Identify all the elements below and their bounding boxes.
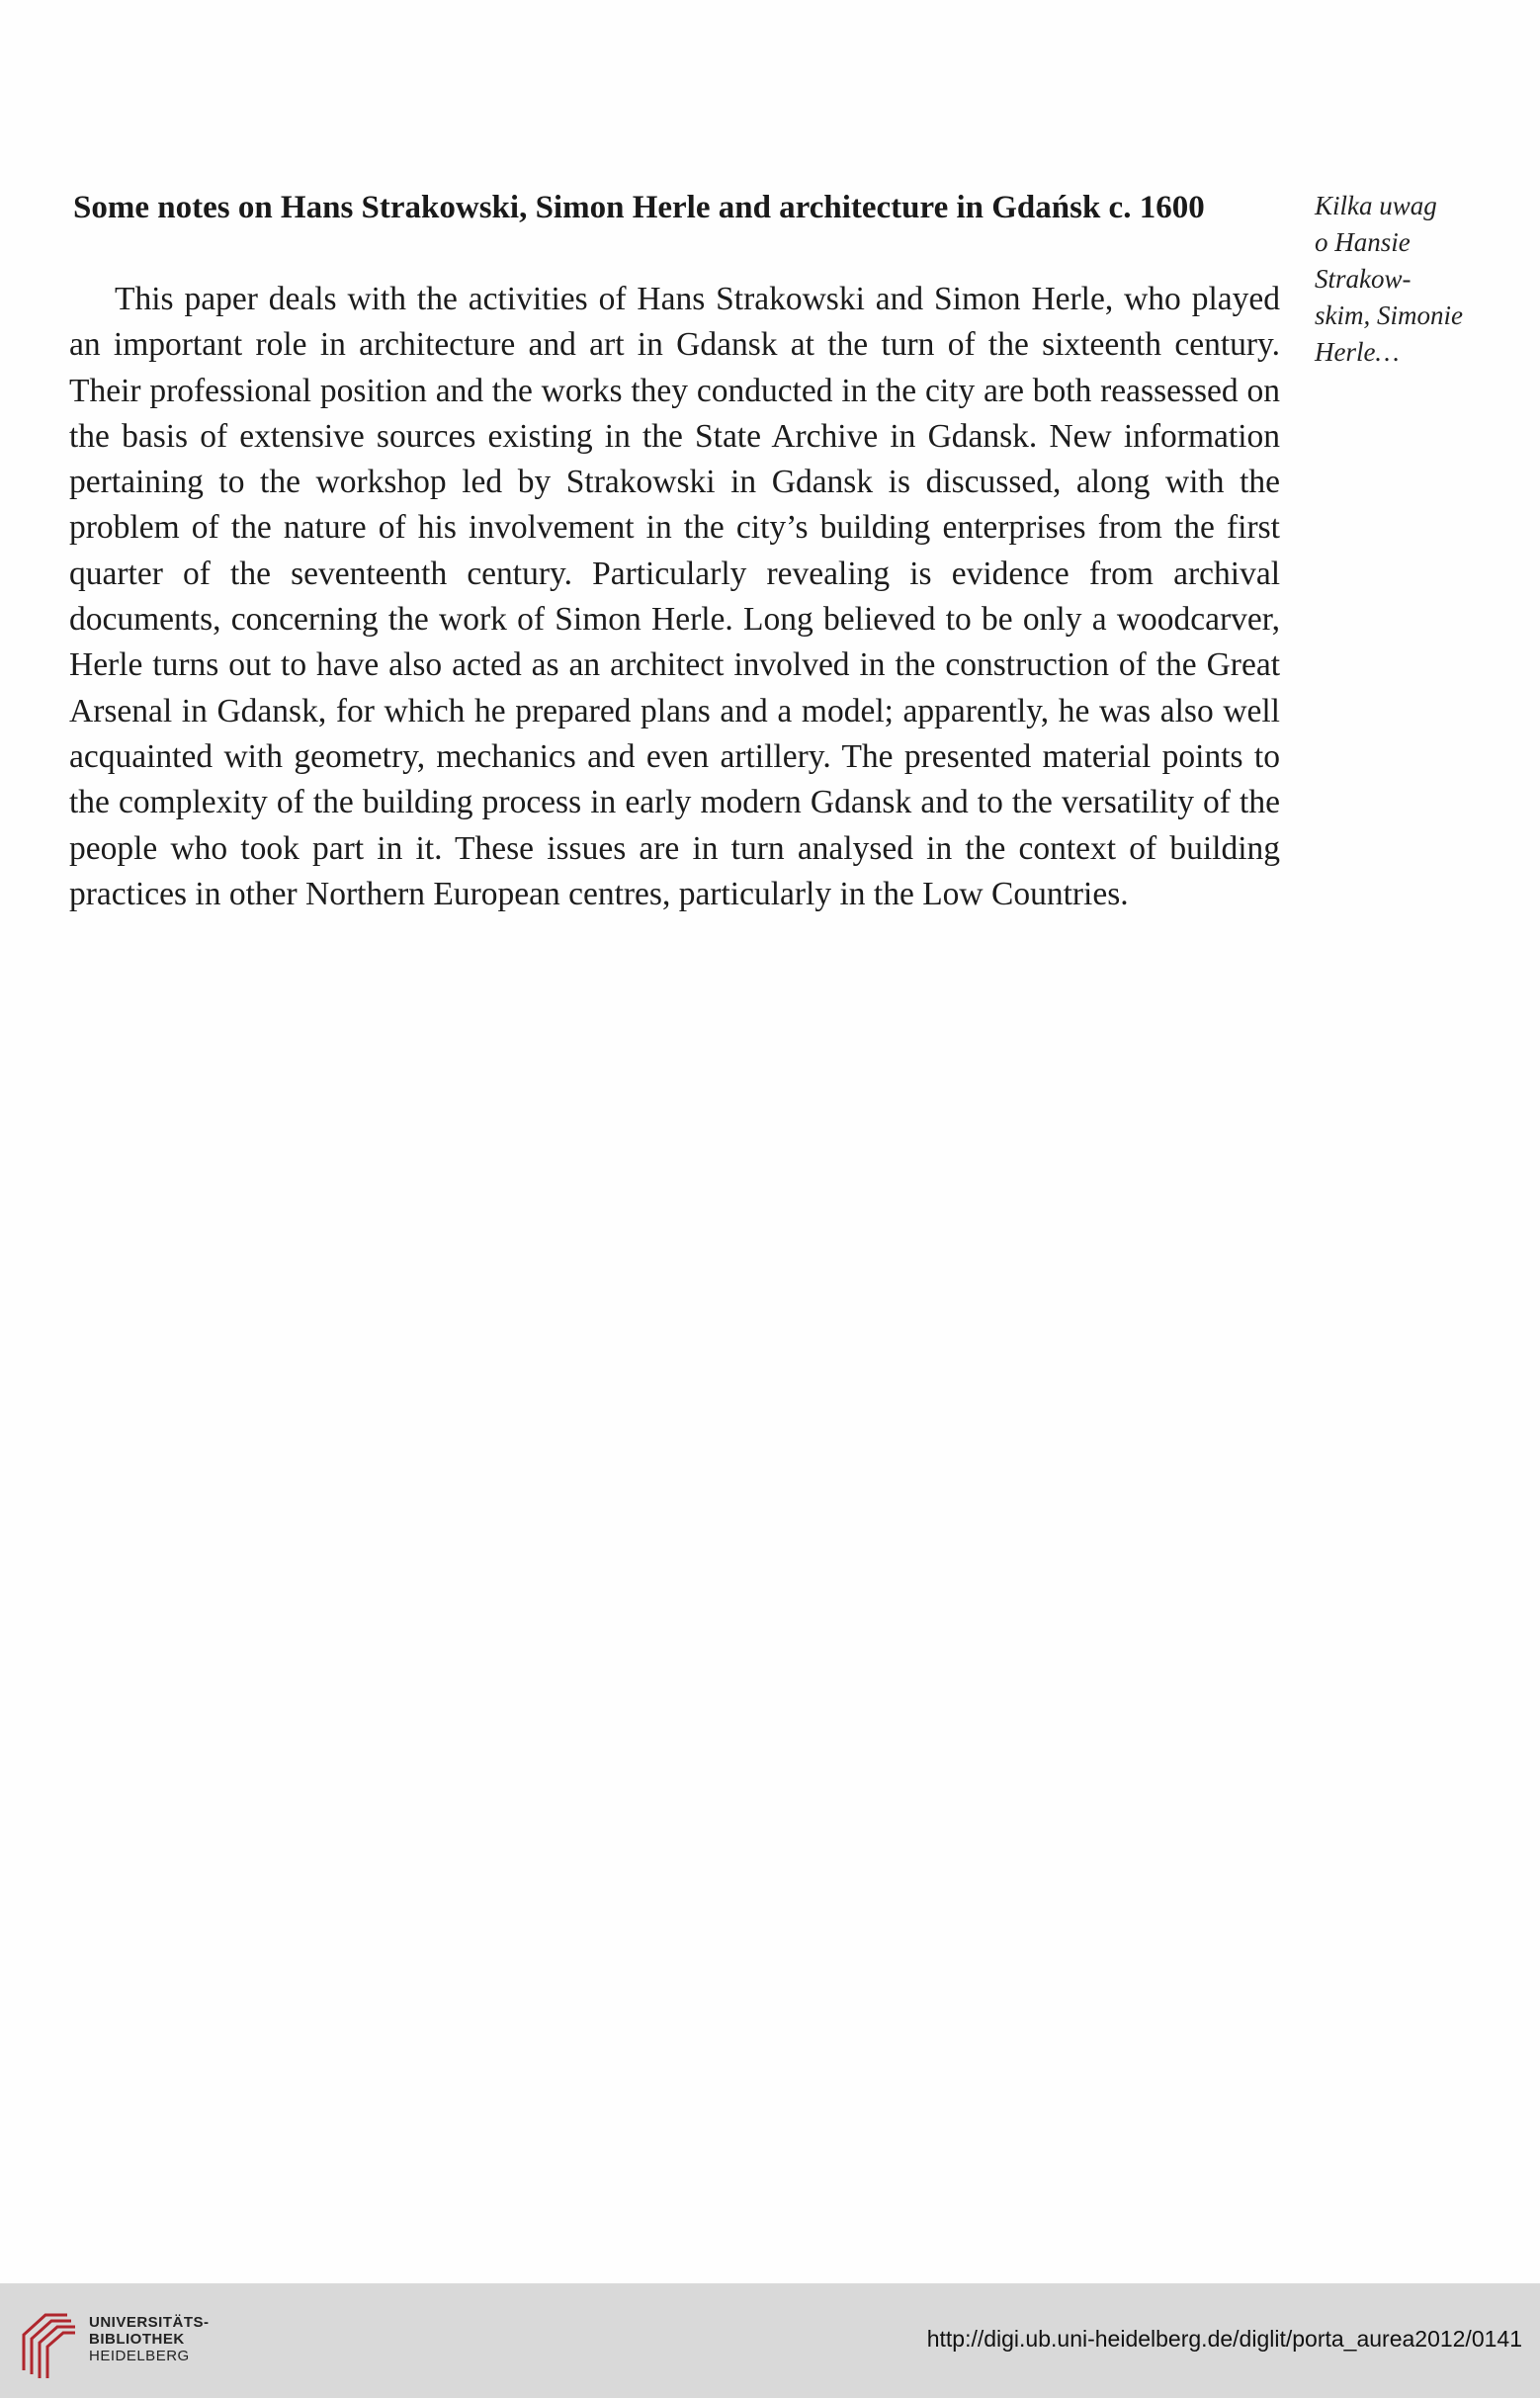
library-name-line: HEIDELBERG xyxy=(89,2348,190,2364)
library-name-line: UNIVERSITÄTS- xyxy=(89,2314,210,2331)
marginal-note-line: skim, Simonie xyxy=(1315,300,1463,330)
marginal-note-line: Herle… xyxy=(1315,337,1400,367)
marginal-note-line: Kilka uwag xyxy=(1315,191,1437,220)
marginal-note-line: o Hansie xyxy=(1315,227,1411,257)
marginal-note xyxy=(1315,188,1512,371)
footer-bar xyxy=(0,2283,1540,2398)
article-title: Some notes on Hans Strakowski, Simon Herle and architecture in Gdańsk c. 1600 xyxy=(73,190,1205,225)
heidelberg-library-logo-icon[interactable] xyxy=(18,2309,77,2378)
library-name-line: BIBLIOTHEK xyxy=(89,2331,185,2348)
marginal-note-line: Strakow- xyxy=(1315,264,1412,294)
article-abstract: This paper deals with the activities of Hans Strakowski and Simon Herle, who played an important role in architecture and art in Gdansk at the turn of the sixteenth century. Their professional position and the works they conducted in the city are both reassessed on the basis of extensive sources existing in the State Archive in Gdansk. New information pertaining to the workshop led by Strakowski in Gdansk is discussed, along with the problem of the nature of his involvement in the city’s building enterprises from the first quarter of the seventeenth century. Particularly revealing is evidence from archival documents, concerning the work of Simon Herle. Long believed to be only a woodcarver, Herle turns out to have also acted as an architect involved in the construction of the Great Arsenal in Gdansk, for which he prepared plans and a model; apparently, he was also well acquainted with geometry, mechanics and even artillery. The presented material points to the complexity of the building process in early modern Gdansk and to the versatility of the people who took part in it. These issues are in turn analysed in the context of building practices in other Northern European centres, particularly in the Low Countries. xyxy=(69,281,1280,912)
library-name xyxy=(89,2314,210,2364)
source-url-link[interactable]: http://digi.ub.uni-heidelberg.de/diglit/porta_aurea2012/0141 xyxy=(926,2326,1522,2352)
